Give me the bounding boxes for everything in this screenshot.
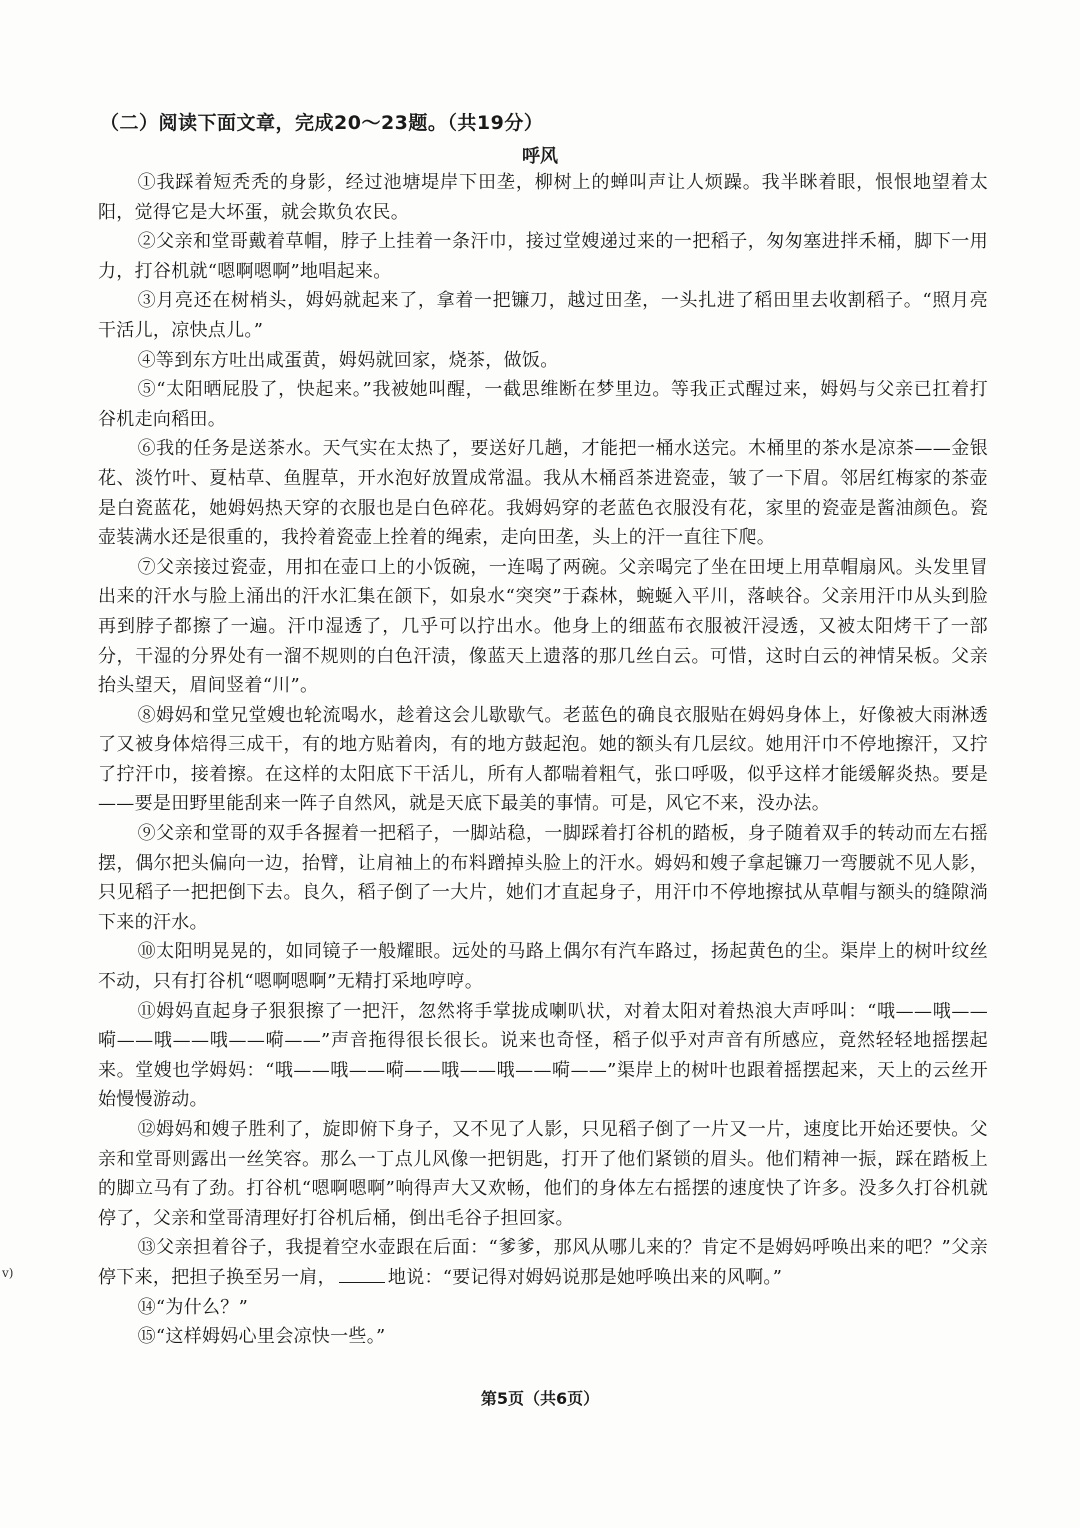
article-body (98, 168, 988, 1352)
answer-blank[interactable] (339, 1264, 385, 1283)
paragraph: ⑥我的任务是送茶水。天气实在太热了，要送好几趟，才能把一桶水送完。木桶里的茶水是凉茶——金银花、淡竹叶、夏枯草、鱼腥草，开水泡好放置成常温。我从木桶舀茶进瓷壶，皱了一下眉。邻居红梅家的茶壶是白瓷蓝花，她姆妈热天穿的衣服也是白色碎花。我姆妈穿的老蓝色衣服没有花，家里的瓷壶是酱油颜色。瓷壶装满水还是很重的，我拎着瓷壶上拴着的绳索，走向田垄，头上的汗一直往下爬。 (98, 438, 988, 549)
paragraph: ②父亲和堂哥戴着草帽，脖子上挂着一条汗巾，接过堂嫂递过来的一把稻子，匆匆塞进拌禾桶，脚下一用力，打谷机就“嗯啊嗯啊”地唱起来。 (98, 231, 988, 282)
page-footer: 第5页（共6页） (480, 1389, 600, 1408)
paragraph-15: ⑮“这样姆妈心里会凉快一些。” (137, 1326, 386, 1348)
paragraph: ④等到东方吐出咸蛋黄，姆妈就回家，烧茶，做饭。 (137, 349, 559, 371)
paragraph: ⑩太阳明晃晃的，如同镜子一般耀眼。远处的马路上偶尔有汽车路过，扬起黄色的尘。渠岸上的树叶纹丝不动，只有打谷机“嗯啊嗯啊”无精打采地哼哼。 (98, 941, 988, 993)
paragraph: ⑨父亲和堂哥的双手各握着一把稻子，一脚站稳，一脚踩着打谷机的踏板，身子随着双手的转动而左右摇摆，偶尔把头偏向一边，抬臂，让肩袖上的布料蹭掉头脸上的汗水。姆妈和嫂子拿起镰刀一弯腰就不见人影，只见稻子一把把倒下去。良久，稻子倒了一大片，她们才直起身子，用汗巾不停地擦拭从草帽与额头的缝隙淌下来的汗水。 (98, 823, 988, 933)
paragraph: ⑤“太阳晒屁股了，快起来。”我被她叫醒，一截思维断在梦里边。等我正式醒过来，姆妈与父亲已扛着打谷机走向稻田。 (98, 379, 988, 430)
paragraph-13 (98, 1233, 988, 1292)
article-title: 呼风 (522, 146, 558, 167)
paragraph: ①我踩着短秃秃的身影，经过池塘堤岸下田垄，柳树上的蝉叫声让人烦躁。我半眯着眼，恨恨地望着太阳，觉得它是大坏蛋，就会欺负农民。 (98, 172, 988, 223)
section-heading: （二）阅读下面文章，完成20～23题。（共19分） (100, 112, 544, 134)
paragraph: ⑦父亲接过瓷壶，用扣在壶口上的小饭碗，一连喝了两碗。父亲喝完了坐在田埂上用草帽扇风。头发里冒出来的汗水与脸上涌出的汗水汇集在颌下，如泉水“突突”于森林，蜿蜒入平川，落峡谷。父亲用汗巾从头到脸再到脖子都擦了一遍。汗巾湿透了，几乎可以拧出水。他身上的细蓝布衣服被汗浸透，又被太阳烤干了一部分，干湿的分界处有一溜不规则的白色汗渍，像蓝天上遗落的那几丝白云。可惜，这时白云的神情呆板。父亲抬头望天，眉间竖着“川”。 (98, 556, 988, 697)
paragraph-14: ⑭“为什么？” (137, 1296, 249, 1318)
paragraph: ⑪姆妈直起身子狠狠擦了一把汗，忽然将手掌拢成喇叭状，对着太阳对着热浪大声呼叫：“哦——哦——嗬——哦——哦——嗬——”声音拖得很长很长。说来也奇怪，稻子似乎对声音有所感应，竟然轻轻地摇摆起来。堂嫂也学姆妈：“哦——哦——嗬——哦——哦——嗬——”渠岸上的树叶也跟着摇摆起来，天上的云丝开始慢慢游动。 (98, 1000, 988, 1111)
paragraph-13-part2: 地说：“要记得对姆妈说那是她呼唤出来的风啊。” (387, 1266, 783, 1288)
paragraph: ⑧姆妈和堂兄堂嫂也轮流喝水，趁着这会儿歇歇气。老蓝色的确良衣服贴在姆妈身体上，好像被大雨淋透了又被身体焙得三成干，有的地方贴着肉，有的地方鼓起泡。她的额头有几层纹。她用汗巾不停地擦汗，又拧了拧汗巾，接着擦。在这样的太阳底下干活儿，所有人都喘着粗气，张口呼吸，似乎这样才能缓解炎热。要是——要是田野里能刮来一阵子自然风，就是天底下最美的事情。可是，风它不来，没办法。 (98, 704, 988, 815)
paragraph: ⑫姆妈和嫂子胜利了，旋即俯下身子，又不见了人影，只见稻子倒了一片又一片，速度比开始还要快。父亲和堂哥则露出一丝笑容。那么一丁点儿风像一把钥匙，打开了他们紧锁的眉头。他们精神一振，踩在踏板上的脚立马有了劲。打谷机“嗯啊嗯啊”响得声大又欢畅，他们的身体左右摇摆的速度快了许多。没多久打谷机就停了，父亲和堂哥清理好打谷机后桶，倒出毛谷子担回家。 (98, 1119, 988, 1229)
margin-mark: v) (2, 1266, 14, 1280)
paragraph: ③月亮还在树梢头，姆妈就起来了，拿着一把镰刀，越过田垄，一头扎进了稻田里去收割稻子。“照月亮干活儿，凉快点儿。” (98, 290, 988, 341)
paragraph-13-part1: ⑬父亲担着谷子，我提着空水壶跟在后面：“爹爹，那风从哪儿来的？肯定不是姆妈呼唤出来的吧？”父亲停下来，把担子换至另一肩， (98, 1237, 988, 1288)
